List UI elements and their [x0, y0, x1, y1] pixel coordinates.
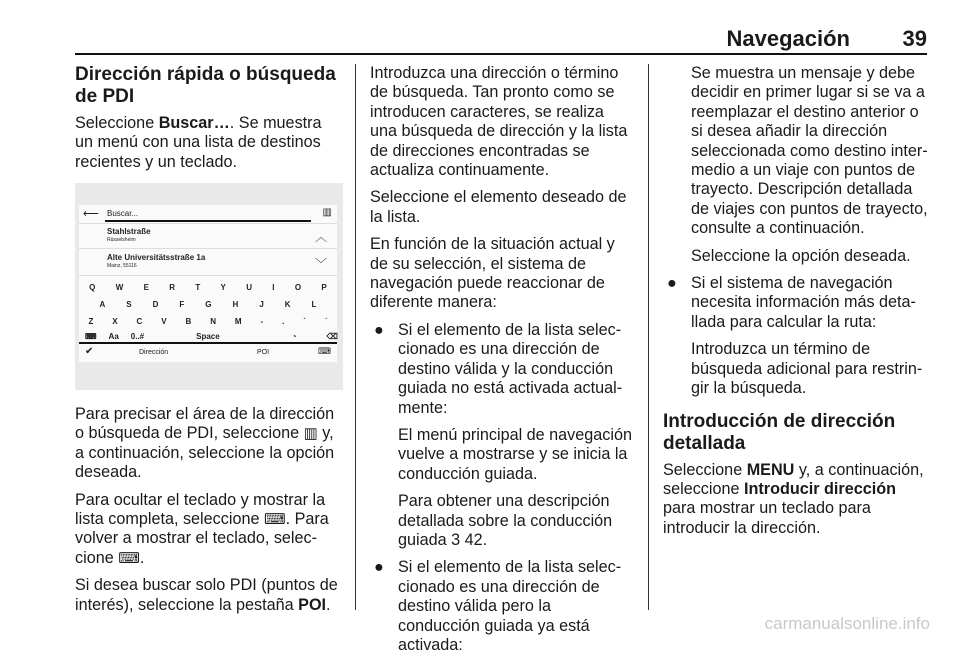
keyboard-row-2 — [79, 300, 337, 309]
keyboard-key: M — [234, 317, 242, 326]
keyboard-key: Z — [88, 317, 94, 326]
keyboard-key: I — [272, 283, 275, 292]
chevron-up-icon: ︿ — [314, 230, 327, 244]
keyboard-key: A — [99, 300, 106, 309]
keyboard-key: J — [259, 300, 264, 309]
page-number: 39 — [902, 26, 927, 51]
filter-icon: ▥ — [322, 207, 332, 218]
keyboard-key: O — [294, 283, 302, 292]
paragraph: Se muestra un mensaje y debe decidir en primer lugar si se va a reemplazar el destino anterior o si desea añadir la dirección seleccionada como destino intermedio a un viaje con puntos de trayecto. Descripción detallada de viajes con puntos de trayecto, consulte a continuación. — [691, 64, 928, 238]
keyboard-hide-icon: ⌨ — [318, 346, 331, 356]
tab-poi: POI — [257, 349, 270, 356]
list-item: Stahlstraße Rüsselsheim ︿ — [79, 224, 337, 249]
keyboard-key: H — [232, 300, 239, 309]
keyboard-key: S — [126, 300, 132, 309]
column-1-lower — [75, 405, 343, 623]
watermark: carmanualsonline.info — [764, 614, 930, 633]
keyboard-show-icon: ⌨ — [118, 549, 140, 567]
paragraph: Para ocultar el teclado y mostrar la lista completa, seleccione ⌨. Para volver a mostrar el teclado, seleccione ⌨. — [75, 490, 329, 567]
keyboard-key: P — [321, 283, 327, 292]
keyboard-icon: ⌨ — [85, 332, 97, 341]
keyboard-key: B — [185, 317, 192, 326]
paragraph: Seleccione la opción deseada. — [691, 246, 911, 265]
screen-illustration — [75, 183, 343, 390]
tab-direccion: Dirección — [139, 349, 169, 356]
keyboard-key: U — [246, 283, 252, 292]
column-3 — [663, 64, 928, 546]
keyboard-key: - — [260, 317, 264, 326]
back-arrow-icon: ⟵ — [83, 208, 99, 220]
keyboard-key: D — [152, 300, 159, 309]
paragraph: El menú principal de navegación vuelve a mostrarse y se inicia la conducción guiada. — [398, 425, 632, 483]
keyboard-key: X — [112, 317, 118, 326]
paragraph: Para precisar el área de la dirección o búsqueda de PDI, seleccione ▥ y, a continuación, seleccione la opción deseada. — [75, 405, 335, 482]
bullet-item: ● Si el elemento de la lista seleccionado es una dirección de destino válida y la conducción guiada no está activada actualmente: — [374, 320, 623, 417]
section-title: Navegación — [726, 26, 850, 51]
bullet-item: ● Si el elemento de la lista seleccionado es una dirección de destino válida pero la conducción guiada ya está activada: — [374, 558, 622, 654]
keyboard-row-3 — [79, 317, 337, 326]
column-2 — [370, 64, 635, 663]
search-bar — [79, 205, 337, 224]
column-1 — [75, 64, 343, 180]
paragraph: Para obtener una descripción detallada sobre la conducción guiada 3 42. — [398, 492, 613, 549]
backspace-icon: ⌫ — [326, 332, 338, 341]
keyboard-key: C — [136, 317, 143, 326]
heading-detailed-address: Introducción de dirección detallada — [663, 410, 896, 454]
keyboard-key: N — [210, 317, 216, 326]
header-rule — [75, 53, 927, 55]
heading-quick-address: Dirección rápida o búsqueda de PDI — [75, 64, 336, 107]
paragraph: En función de la situación actual y de su selección, el sistema de navegación puede reaccionar de diferente manera: — [370, 235, 615, 312]
search-screen — [79, 205, 337, 342]
search-input: Buscar... — [107, 209, 139, 218]
keyboard-row-4: ⌨ Aa 0..# Space ◔ ⌫ — [85, 332, 338, 341]
list-item: Alte Universitätsstraße 1a Mainz, 55116 ﹀ — [79, 249, 337, 276]
bullet-item: ● Si el sistema de navegación necesita información más detallada para calcular la ruta: — [667, 274, 916, 331]
check-icon: ✔ — [85, 346, 94, 357]
tab-bar — [79, 342, 337, 362]
keyboard-key: Q — [89, 283, 96, 292]
paragraph: Introduzca un término de búsqueda adicional para restringir la búsqueda. — [691, 340, 923, 398]
keyboard-key: R — [169, 283, 176, 292]
paragraph: Seleccione MENU y, a continuación, seleccione Introducir dirección para mostrar un teclado para introducir la dirección. — [663, 460, 924, 537]
voice-icon: ◔ — [291, 332, 297, 341]
keyboard-key: L — [311, 300, 317, 309]
paragraph: Seleccione Buscar…. Se muestra un menú con una lista de destinos recientes y un teclado. — [75, 114, 322, 171]
keyboard-key: Y — [220, 283, 226, 292]
column-divider — [355, 64, 356, 610]
keyboard-key: E — [143, 283, 149, 292]
filter-icon: ▥ — [303, 425, 318, 443]
keyboard-key: ´ — [324, 317, 328, 326]
paragraph: Introduzca una dirección o término de búsqueda. Tan pronto como se introducen caracteres, se realiza una búsqueda de dirección y la lista de direcciones encontradas se actualiza continuamente. — [370, 64, 628, 180]
keyboard-key: G — [205, 300, 212, 309]
keyboard-key: V — [161, 317, 167, 326]
keyboard-row-1 — [79, 283, 337, 292]
keyboard-key: ` — [303, 317, 306, 326]
keyboard-key: T — [195, 283, 201, 292]
keyboard-key: K — [284, 300, 291, 309]
keyboard-key: W — [115, 283, 124, 292]
column-divider — [648, 64, 649, 610]
chevron-down-icon: ﹀ — [314, 257, 327, 271]
page-reference[interactable]: 3 42 — [451, 530, 483, 549]
keyboard-key: F — [179, 300, 185, 309]
paragraph: Si desea buscar solo PDI (puntos de interés), seleccione la pestaña POI. — [75, 576, 338, 614]
keyboard-key: . — [282, 317, 285, 326]
paragraph: Seleccione el elemento deseado de la lista. — [370, 188, 627, 226]
keyboard-hide-icon: ⌨ — [263, 511, 286, 529]
